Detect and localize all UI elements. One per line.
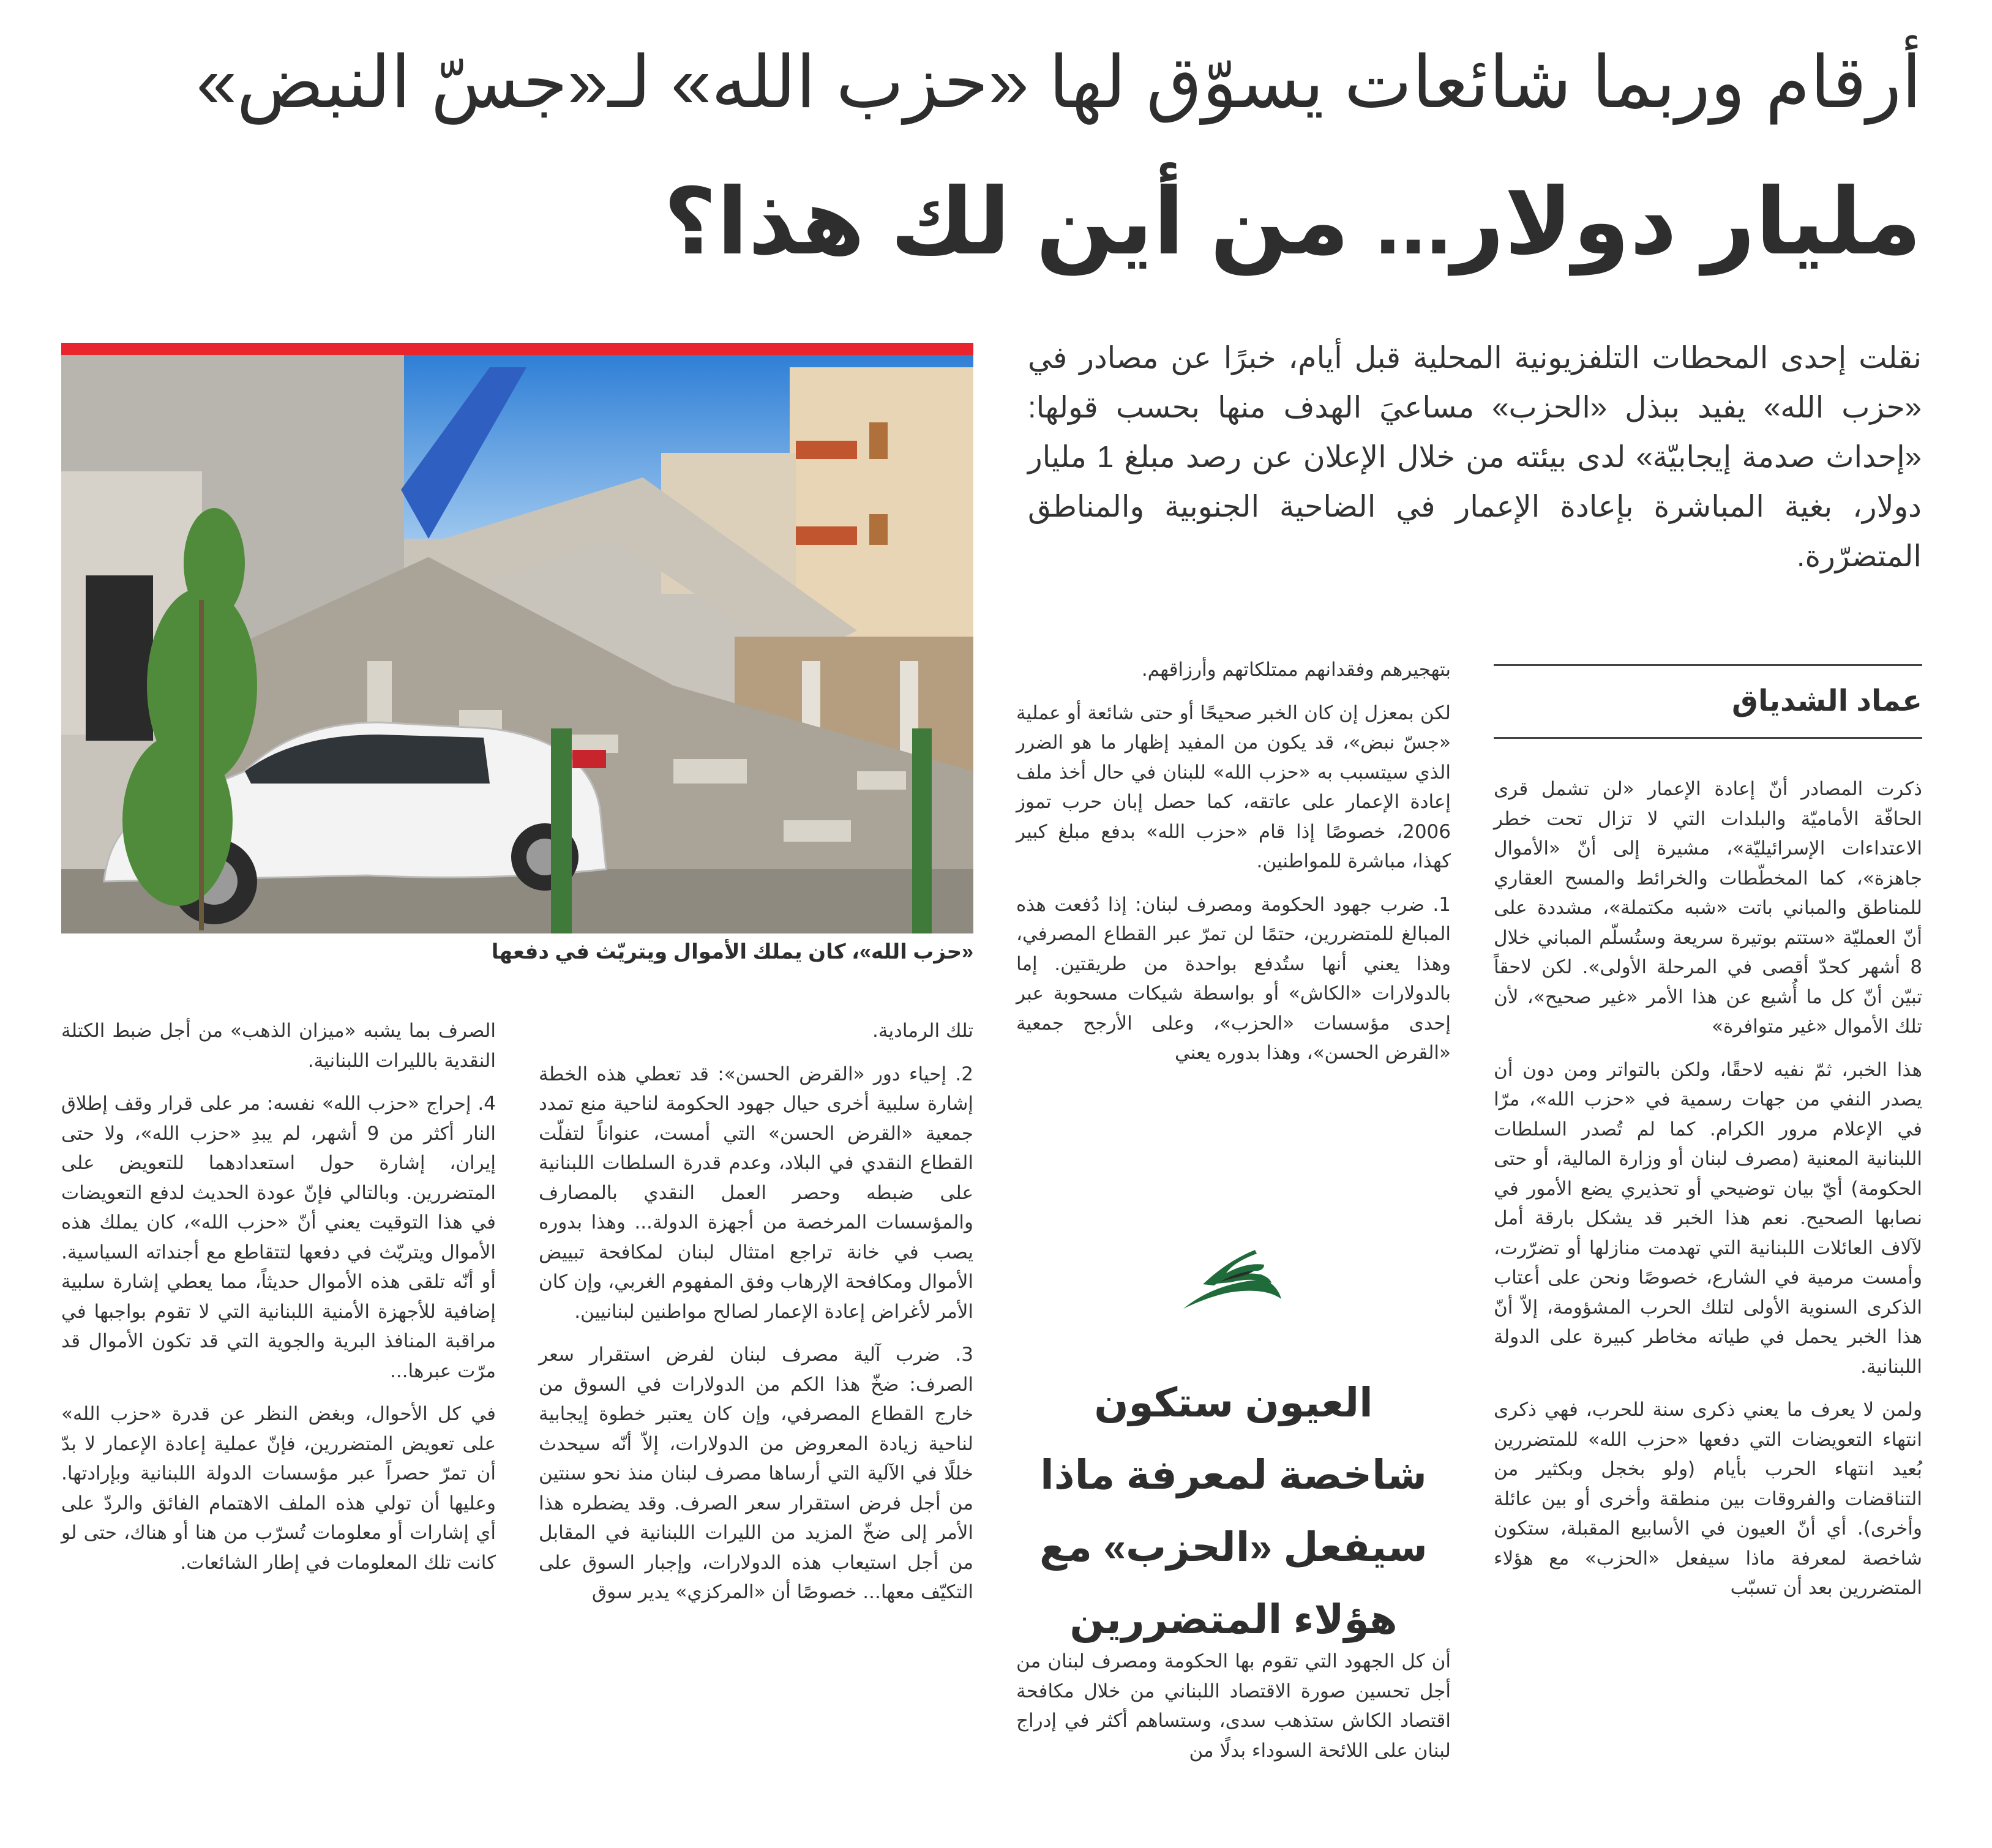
author-byline: عماد الشدياق xyxy=(1732,685,1922,717)
paragraph: 3. ضرب آلية مصرف لبنان لفرض استقرار سعر الصرف: ضخّ هذا الكم من الدولارات في السوق من خارج القطاع المصرفي، وإن كان يعتبر خطوة إيجابية لناحية زيادة المعروض من الدولارات، إلاّ أنّه سيحدث خللًا في الآلية التي أرساها مصرف لبنان منذ نحو سنتين من أجل فرض استقرار سعر الصرف. وقد يضطره هذا الأمر إلى ضخّ المزيد من الليرات اللبنانية في المقابل من أجل استيعاب هذه الدولارات، وإجبار السوق على التكيّف معها... خصوصًا أن «المركزي» يدير سوق xyxy=(539,1344,973,1603)
paragraph: ولمن لا يعرف ما يعني ذكرى سنة للحرب، فهي ذكرى انتهاء التعويضات التي دفعها «حزب الله» للمتضررين بُعيد انتهاء الحرب بأيام (ولو بخجل وبكثير من التناقضات والفروقات بين منطقة وأخرى أو بين عائلة وأخرى). أي أنّ العيون في الأسابيع المقبلة، ستكون شاخصة لمعرفة ماذا سيفعل «الحزب» مع هؤلاء المتضررين بعد أن تسبّب xyxy=(1494,1399,1922,1599)
paragraph: في كل الأحوال، وبغض النظر عن قدرة «حزب الله» على تعويض المتضررين، فإنّ عملية إعادة الإعمار لا بدّ أن تمرّ حصراً عبر مؤسسات الدولة اللبنانية وبإرادتها. وعليها أن تولي هذه الملف الاهتمام الفائق والردّ على أي إشارات أو معلومات تُسرّب من هنا أو هناك، حتى لو كانت تلك المعلومات في إطار الشائعات. xyxy=(61,1403,496,1574)
paragraph: 2. إحياء دور «القرض الحسن»: قد تعطي هذه الخطة إشارة سلبية أخرى حيال جهود الحكومة لناحية منع تمدد جمعية «القرض الحسن» التي أمست، عنواناً لتفلّت القطاع النقدي في البلاد، وعدم قدرة السلطات اللبنانية على ضبطه وحصر العمل النقدي بالمصارف والمؤسسات المرخصة من أجهزة الدولة... وهذا بدوره يصب في خانة تراجع امتثال لبنان لمكافحة تبييض الأموال ومكافحة الإرهاب وفق المفهوم الغربي، وإن كان الأمر لأغراض إعادة الإعمار لصالح مواطنين لبنانيين. xyxy=(539,1063,973,1323)
byline-rule-top xyxy=(1494,664,1922,666)
paragraph: هذا الخبر، ثمّ نفيه لاحقًا، ولكن بالتواتر ومن دون أن يصدر النفي من جهات رسمية في «حزب الله»، مرّا في الإعلام مرور الكرام. كما لم تُصدر السلطات اللبنانية المعنية (مصرف لبنان أو وزارة المالية، أو حتى الحكومة) أيّ بيان توضيحي أو تحذيري يضع الأمور في نصابها الصحيح. نعم هذا الخبر قد يشكل بارقة أمل لآلاف العائلات اللبنانية التي تهدمت منازلها أو تضرّرت، وأمست مرمية في الشارع، خصوصًا ونحن على أعتاب الذكرى السنوية الأولى لتلك الحرب المشؤومة، إلاّ أنّ هذا الخبر يحمل في طياته مخاطر كبيرة على الدولة اللبنانية. xyxy=(1494,1058,1922,1378)
paragraph: لكن بمعزل إن كان الخبر صحيحًا أو حتى شائعة أو عملية «جسّ نبض»، قد يكون من المفيد إظهار ما هو الضرر الذي سيتسبب به «حزب الله» للبنان في حال أخذ ملف إعادة الإعمار على عاتقه، كما حصل إبان حرب تموز 2006، خصوصًا إذا قام «حزب الله» بدفع مبلغ كبير كهذا، مباشرة للمواطنين. xyxy=(1016,701,1451,872)
pull-quote-text: العيون ستكون شاخصة لمعرفة ماذا سيفعل «الحزب» مع هؤلاء المتضررين xyxy=(1039,1380,1428,1642)
paragraph: الصرف بما يشبه «ميزان الذهب» من أجل ضبط الكتلة النقدية بالليرات اللبنانية. xyxy=(61,1020,496,1072)
column-3 xyxy=(539,1016,973,1621)
photo-caption: «حزب الله»، كان يملك الأموال ويتريّث في دفعها xyxy=(491,940,973,963)
kicker-headline: أرقام وربما شائعات يسوّق لها «حزب الله» لـ«جسّ النبض» xyxy=(196,42,1922,123)
paragraph: بتهجيرهم وفقدانهم ممتلكاتهم وأرزاقهم. xyxy=(1141,659,1451,681)
byline-rule-bottom xyxy=(1494,737,1922,739)
column-1 xyxy=(1494,664,1922,1617)
main-headline: مليار دولار... من أين لك هذا؟ xyxy=(663,170,1922,273)
pull-quote xyxy=(1016,1249,1451,1642)
paragraph: تلك الرمادية. xyxy=(872,1020,973,1042)
column-2 xyxy=(1016,655,1451,1082)
column-4 xyxy=(61,1016,496,1591)
article-photo xyxy=(61,343,973,933)
cedar-tree-logo-icon xyxy=(1172,1249,1295,1310)
paragraph: 1. ضرب جهود الحكومة ومصرف لبنان: إذا دُفعت هذه المبالغ للمتضررين، حتمًا لن تمرّ عبر القطاع المصرفي، وهذا يعني أنها ستُدفع بواحدة من طريقتين. إما بالدولارات «الكاش» أو بواسطة شيكات مسحوبة عبر إحدى مؤسسات «الحزب»، وعلى الأرجح جمعية «القرض الحسن»، وهذا بدوره يعني xyxy=(1016,893,1451,1064)
destroyed-building-photo-icon xyxy=(61,343,973,933)
paragraph: ذكرت المصادر أنّ إعادة الإعمار «لن تشمل قرى الحافّة الأماميّة والبلدات التي لا تزال تحت خطر الاعتداءات الإسرائيليّة»، مشيرة إلى أنّ «الأموال جاهزة»، كما المخطّطات والخرائط والمسح العقاري للمناطق والمباني باتت «شبه مكتملة»، مشددة على أنّ العمليّة «ستتم بوتيرة سريعة وستُسلّم المباني خلال 8 أشهر كحدّ أقصى في المرحلة الأولى». لكن لاحقاً تبيّن أنّ كل ما أُشيع عن هذا الأمر «غير صحيح»، لأن تلك الأموال «غير متوافرة» xyxy=(1494,778,1922,1038)
column-2-continued xyxy=(1016,1647,1451,1779)
lead-paragraph: نقلت إحدى المحطات التلفزيونية المحلية قبل أيام، خبرًا عن مصادر في «حزب الله» يفيد ببذل «الحزب» مساعيَ الهدف منها بحسب قولها: «إحداث صدمة إيجابيّة» لدى بيئته من خلال الإعلان عن رصد مبلغ 1 مليار دولار، بغية المباشرة بإعادة الإعمار في الضاحية الجنوبية والمناطق المتضرّرة. xyxy=(1028,342,1922,573)
paragraph: 4. إحراج «حزب الله» نفسه: مر على قرار وقف إطلاق النار أكثر من 9 أشهر، لم يبدِ «حزب الله»، ولا حتى إيران، إشارة حول استعدادهما للتعويض على المتضررين. وبالتالي فإنّ عودة الحديث لدفع التعويضات في هذا التوقيت يعني أنّ «حزب الله»، كان يملك هذه الأموال ويتريّث في دفعها لتتقاطع مع أجنداته السياسية. أو أنّه تلقى هذه الأموال حديثاً، مما يعطي إشارة سلبية إضافية للأجهزة الأمنية اللبنانية التي لا تقوم بواجبها في مراقبة المنافذ البرية والجوية التي قد تكون الأموال قد مرّت عبرها... xyxy=(61,1093,496,1382)
paragraph: أن كل الجهود التي تقوم بها الحكومة ومصرف لبنان من أجل تحسين صورة الاقتصاد اللبناني من خلال مكافحة اقتصاد الكاش ستذهب سدى، وستساهم أكثر في إدراج لبنان على اللائحة السوداء بدلًا من xyxy=(1016,1650,1451,1762)
